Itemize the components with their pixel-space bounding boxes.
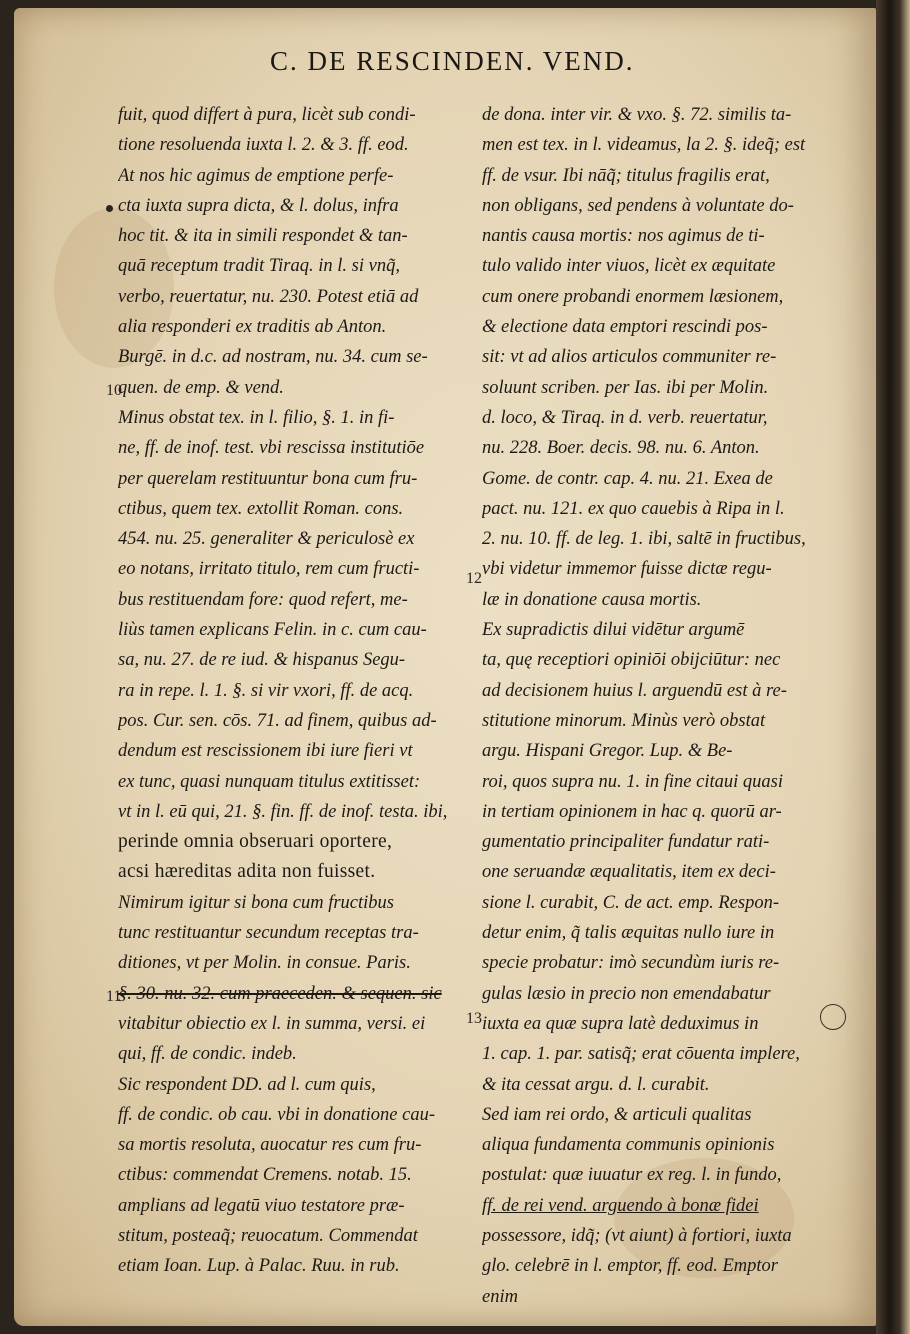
text-line: Burgē. in d.c. ad nostram, nu. 34. cum se- (118, 347, 428, 368)
text-line: vt in l. eū qui, 21. §. fin. ff. de inof. testa. ibi, (118, 801, 448, 822)
text-line: soluunt scriben. per Ias. ibi per Molin. (482, 377, 769, 398)
text-line: non obligans, sed pendens à voluntate do- (482, 195, 794, 216)
text-line: gumentatio principaliter fundatur rati- (482, 832, 770, 853)
text-line: stitum, posteaq̃; reuocatum. Commendat (118, 1225, 418, 1246)
text-line: argu. Hispani Gregor. Lup. & Be- (482, 741, 733, 762)
text-line: ad decisionem huius l. arguendū est à re- (482, 680, 787, 701)
text-line: liùs tamen explicans Felin. in c. cum cau- (118, 620, 427, 641)
text-line: men est tex. in l. videamus, la 2. §. ideq̃; est (482, 135, 806, 156)
right-text-column (482, 100, 817, 1312)
text-line: & ita cessat argu. d. l. curabit. (482, 1074, 710, 1095)
ink-dot-mark (106, 205, 113, 212)
text-line: tulo valido inter viuos, licèt ex æquitate (482, 256, 776, 277)
text-line: nu. 228. Boer. decis. 98. nu. 6. Anton. (482, 438, 760, 459)
text-line: ff. de vsur. Ibi nāq̃; titulus fragilis erat, (482, 165, 770, 186)
text-line: ctibus: commendat Cremens. notab. 15. (118, 1165, 412, 1186)
margin-number-11: 11 (106, 988, 122, 1005)
text-line: postulat: quæ iuuatur ex reg. l. in fundo, (482, 1165, 782, 1186)
text-line: possessore, idq̃; (vt aiunt) à fortiori, iuxta (482, 1225, 792, 1246)
text-line: 1. cap. 1. par. satisq̃; erat cōuenta implere, (482, 1044, 800, 1065)
text-line: Nimirum igitur si bona cum fructibus (118, 892, 394, 913)
text-line-struck: §. 30. nu. 32. cum praeceden. & sequen. sic (118, 983, 442, 1004)
text-line: quen. de emp. & vend. (118, 377, 284, 398)
book-gutter (876, 0, 910, 1334)
text-line-roman: perinde omnia obseruari oportere, (118, 831, 393, 853)
text-line: pact. nu. 121. ex quo cauebis à Ripa in l. (482, 498, 785, 519)
text-line: ta, quę receptiori opiniōi obijciūtur: nec (482, 650, 781, 671)
text-line: hoc tit. & ita in simili respondet & tan- (118, 226, 408, 247)
text-line: iuxta ea quæ supra latè deduximus in (482, 1013, 759, 1034)
text-line: aliqua fundamenta communis opinionis (482, 1135, 775, 1156)
text-line: per querelam restituuntur bona cum fru- (118, 468, 418, 489)
text-line: Sic respondent DD. ad l. cum quis, (118, 1074, 376, 1095)
text-line: fuit, quod differt à pura, licèt sub condi- (118, 105, 416, 125)
text-line: sa mortis resoluta, auocatur res cum fru- (118, 1135, 422, 1156)
text-line: pos. Cur. sen. cōs. 71. ad finem, quibus ad- (118, 710, 437, 731)
text-line: specie probatur: imò secundùm iuris re- (482, 953, 780, 974)
text-line: tione resoluenda iuxta l. 2. & 3. ff. eod. (118, 135, 409, 156)
text-line: 2. nu. 10. ff. de leg. 1. ibi, saltē in fructibus, (482, 529, 806, 550)
margin-number-12: 12 (466, 570, 482, 587)
margin-number-10: 10 (106, 382, 122, 399)
text-line: vbi videtur immemor fuisse dictæ regu- (482, 559, 772, 580)
text-line: qui, ff. de condic. indeb. (118, 1044, 297, 1065)
text-line: cta iuxta supra dicta, & l. dolus, infra (118, 195, 399, 216)
text-line: ff. de condic. ob cau. vbi in donatione cau- (118, 1104, 435, 1125)
text-line: Minus obstat tex. in l. filio, §. 1. in fi- (118, 407, 395, 428)
text-line: dendum est rescissionem ibi iure fieri vt (118, 741, 413, 762)
text-line: verbo, reuertatur, nu. 230. Potest etiā ad (118, 286, 419, 307)
text-line: cum onere probandi enormem læsionem, (482, 286, 784, 307)
handwritten-circle-mark (820, 1004, 846, 1030)
text-line: ex tunc, quasi nunquam titulus extitisset: (118, 771, 421, 792)
text-line: one seruandæ æqualitatis, item ex deci- (482, 862, 776, 883)
text-line: nantis causa mortis: nos agimus de ti- (482, 226, 765, 247)
text-line: Gome. de contr. cap. 4. nu. 21. Exea de (482, 468, 773, 489)
text-line: stitutione minorum. Minùs verò obstat (482, 710, 766, 731)
text-line: læ in donatione causa mortis. (482, 589, 702, 610)
text-line: 454. nu. 25. generaliter & periculosè ex (118, 529, 415, 550)
text-line: eo notans, irritato titulo, rem cum fructi- (118, 559, 420, 580)
text-line: etiam Ioan. Lup. à Palac. Ruu. in rub. (118, 1256, 400, 1277)
text-line-partially-struck: ditiones, vt per Molin. in consue. Paris. (118, 953, 411, 974)
text-line: ne, ff. de inof. test. vbi rescissa institutiōe (118, 438, 425, 459)
text-line: amplians ad legatū viuo testatore præ- (118, 1195, 405, 1216)
margin-number-13: 13 (466, 1010, 482, 1027)
text-line: glo. celebrē in l. emptor, ff. eod. Emptor (482, 1256, 778, 1277)
text-line: de dona. inter vir. & vxo. §. 72. similis ta- (482, 105, 792, 125)
text-line: At nos hic agimus de emptione perfe- (118, 165, 394, 186)
text-line: in tertiam opinionem in hac q. quorū ar- (482, 801, 782, 822)
text-line: sa, nu. 27. de re iud. & hispanus Segu- (118, 650, 406, 671)
text-line: sit: vt ad alios articulos communiter re- (482, 347, 777, 368)
text-line: & electione data emptori rescindi pos- (482, 317, 768, 338)
text-line: Ex supradictis dilui vidētur argumē (482, 620, 745, 641)
text-line: ra in repe. l. 1. §. si vir vxori, ff. de acq. (118, 680, 414, 701)
text-line: d. loco, & Tiraq. in d. verb. reuertatur, (482, 407, 768, 428)
text-line: roi, quos supra nu. 1. in fine citaui quasi (482, 771, 783, 792)
text-line: Sed iam rei ordo, & articuli qualitas (482, 1104, 752, 1125)
text-line: quā receptum tradit Tiraq. in l. si vnq̃, (118, 256, 400, 277)
text-line-underlined: ff. de rei vend. arguendo à bonæ fidei (482, 1195, 759, 1216)
text-line: sione l. curabit, C. de act. emp. Respon- (482, 892, 779, 913)
text-line: enim (482, 1286, 518, 1307)
text-line: vitabitur obiectio ex l. in summa, versi. ei (118, 1013, 426, 1034)
text-line: bus restituendam fore: quod refert, me- (118, 589, 408, 610)
running-title: C. DE RESCINDEN. VEND. (270, 46, 635, 76)
left-text-column (118, 100, 463, 1282)
text-line-roman: acsi hæreditas adita non fuisset. (118, 861, 376, 883)
text-line: ctibus, quem tex. extollit Roman. cons. (118, 498, 404, 519)
text-line: gulas læsio in precio non emendabatur (482, 983, 771, 1004)
text-line: tunc restituantur secundum receptas tra- (118, 923, 419, 944)
text-line: detur enim, q̃ talis æquitas nullo iure in (482, 923, 775, 944)
text-line: alia responderi ex traditis ab Anton. (118, 317, 387, 338)
